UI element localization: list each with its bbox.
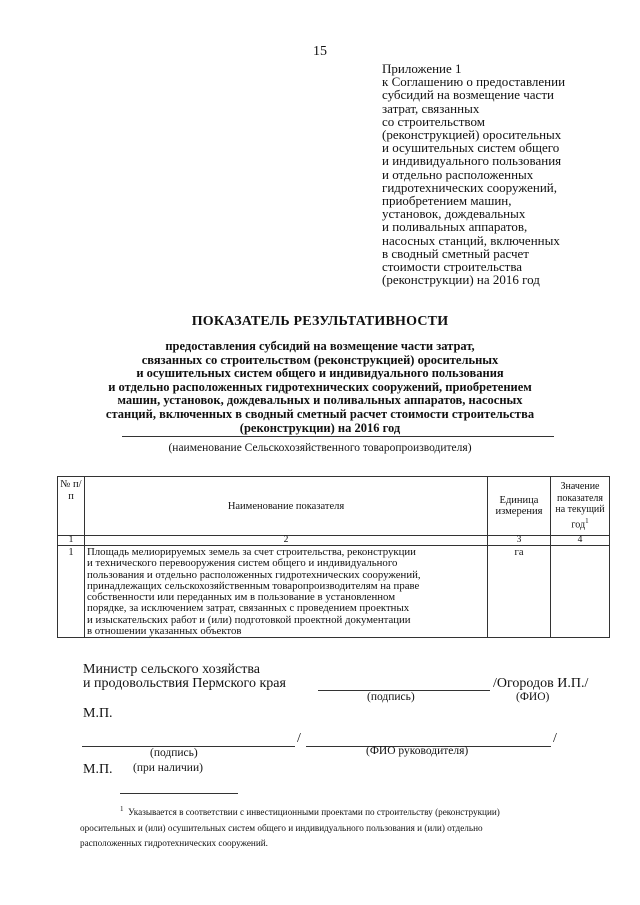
column-number: 1 [58, 536, 85, 546]
page-number: 15 [313, 44, 327, 59]
subtitle-line: связанных со строительством (реконструкцией) оросительных [141, 352, 499, 367]
appendix-line: и отдельно расположенных [382, 166, 534, 182]
table-column-numbers-row [58, 536, 610, 546]
footnote-marker: 1 [120, 805, 124, 813]
appendix-line: и поливальных аппаратов, [382, 219, 528, 235]
row-value [551, 546, 610, 638]
footnote-line [80, 802, 600, 821]
appendix-line: субсидий на возмещение части [382, 87, 554, 103]
stamp-label: М.П. [83, 706, 113, 721]
footnote-line: оросительных и (или) осушительных систем общего и индивидуального пользования и (или) отдельно [80, 822, 483, 833]
row-name-line: Площадь мелиорируемых земель за счет строительства, реконструкции [87, 546, 416, 558]
row-name-line: принадлежащих сельскохозяйственным товаропроизводителям на праве [87, 579, 420, 592]
header-value-text: Значение показателя на текущий год [555, 481, 605, 531]
fio-caption: (ФИО) [516, 691, 550, 703]
row-name [85, 546, 488, 638]
column-number: 2 [85, 536, 488, 546]
row-name-line: и изыскательских работ и (или) подготовкой проектной документации [87, 613, 411, 626]
row-name-line: пользования и отдельно расположенных гидротехнических сооружений, [87, 568, 421, 581]
row-name-line: порядке, за исключением затрат, связанных с проведением проектных [87, 602, 410, 615]
header-unit: Единица измерения [488, 477, 551, 536]
head-signature-caption: (подпись) [150, 747, 198, 759]
appendix-line: стоимости строительства [382, 259, 523, 275]
row-num: 1 [58, 546, 85, 638]
appendix-line: гидротехнических сооружений, [382, 179, 557, 195]
subtitle-line: машин, установок, дождевальных и поливальных аппаратов, насосных [117, 393, 523, 408]
appendix-line: со строительством [382, 113, 485, 129]
footnote [80, 802, 600, 852]
footnote-text: Указывается в соответствии с инвестиционными проектами по строительству (реконструкции) [128, 807, 500, 818]
recipient-name-line [122, 436, 554, 437]
appendix-line: и индивидуального пользования [382, 153, 562, 169]
minister-title-line2: и продовольствия Пермского края [83, 676, 286, 691]
document-subtitle [70, 340, 570, 435]
appendix-line: Приложение 1 [382, 61, 462, 76]
appendix-line: насосных станций, включенных [382, 232, 560, 248]
appendix-line: в сводный сметный расчет [382, 245, 529, 261]
row-name-line: и технического перевооружения систем общего и индивидуального [87, 557, 398, 570]
indicator-table [57, 476, 610, 638]
slash-separator: / [297, 731, 301, 746]
header-name: Наименование показателя [85, 477, 488, 536]
recipient-caption: (наименование Сельскохозяйственного товаропроизводителя) [168, 442, 472, 454]
stamp-note: (при наличии) [133, 762, 203, 774]
appendix-line: установок, дождевальных [382, 206, 526, 222]
minister-name: /Огородов И.П./ [493, 676, 589, 691]
table-header-row [58, 477, 610, 536]
appendix-line: и осушительных систем общего [382, 140, 560, 156]
appendix-header [382, 62, 622, 286]
appendix-line: к Соглашению о предоставлении [382, 74, 566, 90]
document-title: ПОКАЗАТЕЛЬ РЕЗУЛЬТАТИВНОСТИ [191, 314, 449, 329]
appendix-line: (реконструкцией) оросительных [382, 127, 562, 143]
column-number: 3 [488, 536, 551, 546]
subtitle-line: (реконструкции) на 2016 год [239, 420, 401, 435]
slash-separator: / [553, 731, 557, 746]
footnote-ref: 1 [585, 516, 589, 525]
row-unit: га [488, 546, 551, 638]
minister-title-line1: Министр сельского хозяйства [83, 662, 260, 677]
row-name-line: собственности или переданных им в пользование в установленном [87, 591, 396, 604]
column-number: 4 [551, 536, 610, 546]
appendix-line: приобретением машин, [382, 193, 512, 209]
subtitle-line: станций, включенных в сводный сметный расчет стоимости строительства [105, 406, 535, 421]
appendix-line: (реконструкции) на 2016 год [382, 272, 540, 288]
subtitle-line: и осушительных систем общего и индивидуального пользования [136, 366, 504, 381]
row-name-line: в отношении указанных объектов [87, 625, 242, 638]
header-num: № п/п [58, 477, 85, 536]
stamp-label: М.П. [83, 762, 113, 777]
signature-caption: (подпись) [367, 691, 415, 703]
subtitle-line: предоставления субсидий на возмещение части затрат, [165, 339, 475, 353]
footnote-line: расположенных гидротехнических сооружений. [80, 838, 268, 849]
appendix-line: затрат, связанных [382, 100, 480, 116]
footnote-separator [120, 793, 238, 794]
header-value [551, 477, 610, 536]
subtitle-line: и отдельно расположенных гидротехнических сооружений, приобретением [108, 379, 532, 394]
head-fio-caption: (ФИО руководителя) [366, 745, 469, 757]
table-row [58, 546, 610, 638]
